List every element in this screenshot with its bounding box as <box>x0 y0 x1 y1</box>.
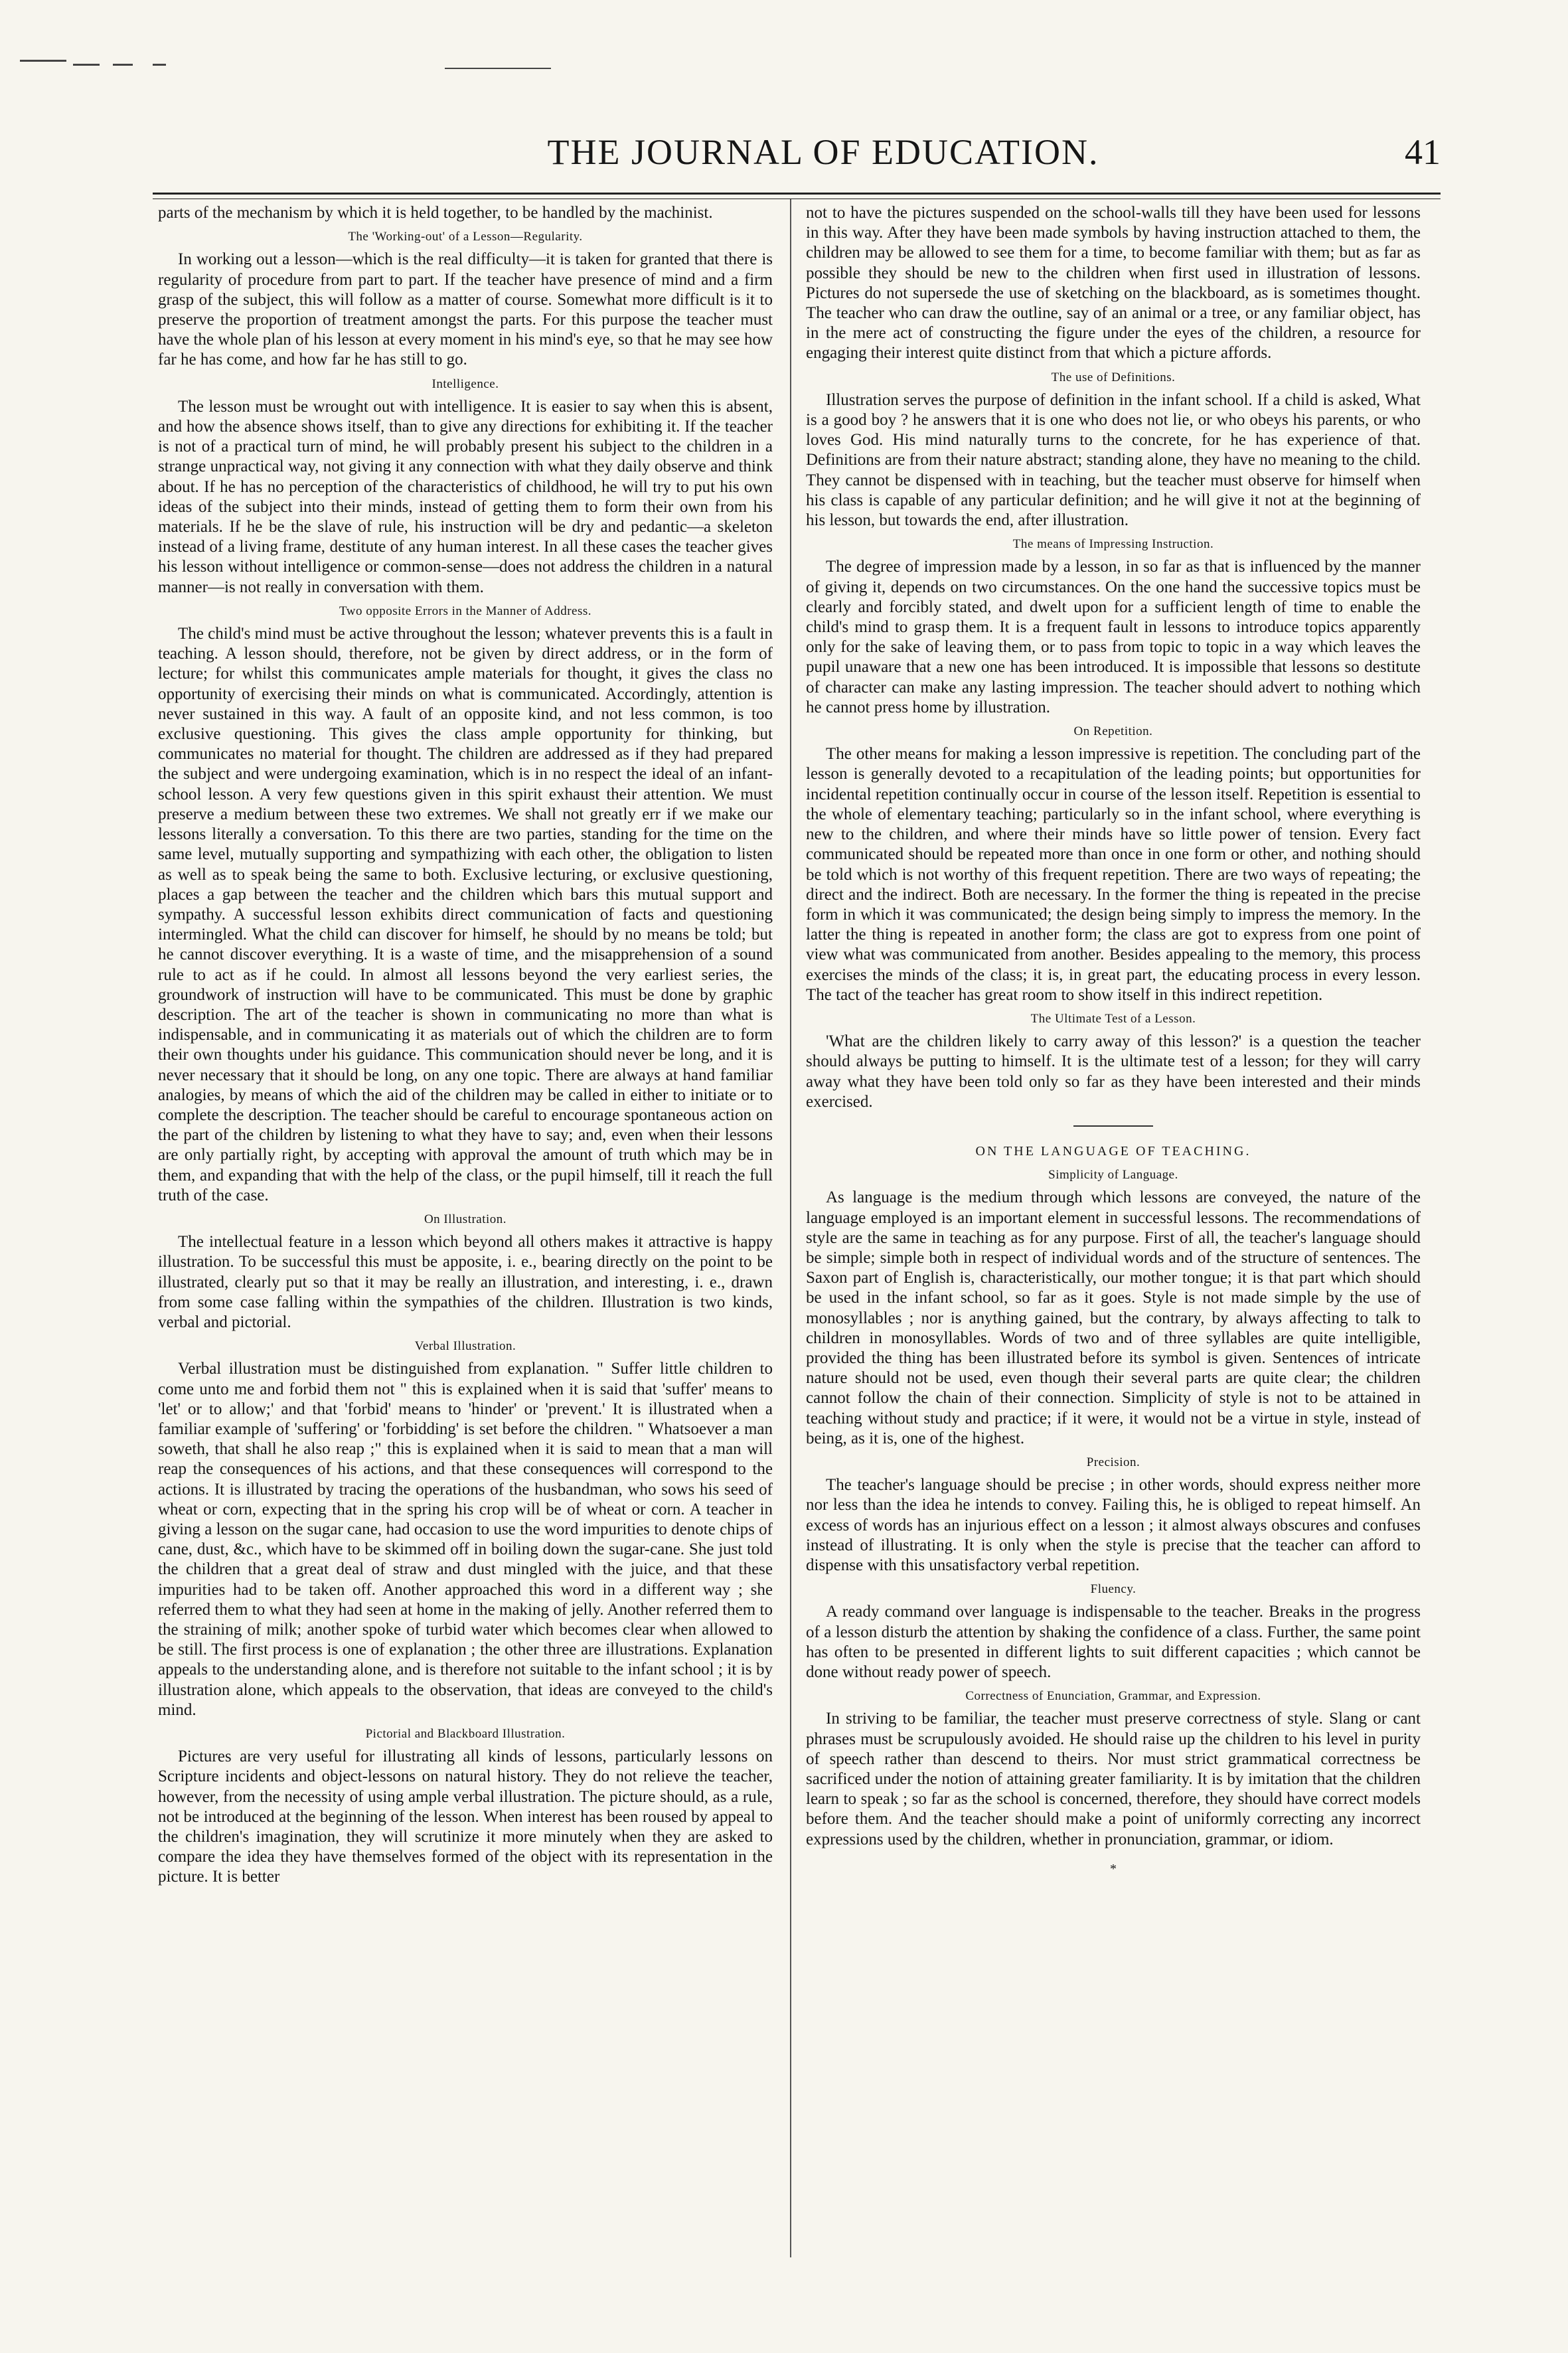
section-separator <box>1073 1125 1153 1127</box>
paragraph: A ready command over language is indispensable to the teacher. Breaks in the progress of a lesson disturb the attention by shaking the confidence of a class. Further, the same point has often to be presented in different lights to suit different capacities ; which cannot be done without ready power of speech. <box>806 1603 1421 1682</box>
section-heading: The 'Working-out' of a Lesson—Regularity. <box>348 230 583 244</box>
paragraph: Pictures are very useful for illustrating all kinds of lessons, particularly lessons on Scripture incidents and object-lessons on natural history. They do not relieve the teacher, however, from the necessity of using ample verbal illustration. The picture should, as a rule, not be introduced at the beginning of the lesson. When interest has been roused by appeal to the children's imagination, they will scrutinize it more minutely when they are asked to compare the idea they have themselves formed of the object with its representation in the picture. It is better <box>158 1747 773 1886</box>
paragraph: not to have the pictures suspended on the school-walls till they have been used for lessons in this way. After they have been made symbols by having instruction attached to them, the children may be allowed to see them for a time, to become familiar with them; but as far as possible they should be new to the children when first used in illustration of lessons. Pictures do not supersede the use of sketching on the blackboard, as is sometimes thought. The teacher who can draw the outline, say of an animal or a tree, or any familiar object, has in the mere act of constructing the figure under the eyes of the children, a resource for engaging their interest quite distinct from that which a picture affords. <box>806 204 1421 363</box>
article-title: ON THE LANGUAGE OF TEACHING. <box>975 1143 1251 1159</box>
section-heading: Two opposite Errors in the Manner of Address. <box>339 604 591 618</box>
section-heading: On Illustration. <box>424 1212 507 1226</box>
column-divider <box>790 199 791 2257</box>
section-heading: Fluency. <box>1090 1582 1137 1597</box>
paragraph: The teacher's language should be precise ; in other words, should express neither more nor less than the idea he intends to convey. Failing this, he is obliged to repeat himself. An excess of words has an injurious effect on a lesson ; it almost always obscures and confuses instead of illustrating. It is only when the style is precise that the teacher can afford to dispense with this unsatisfactory verbal repetition. <box>806 1476 1421 1574</box>
page-number: 41 <box>1405 132 1441 172</box>
section-heading: Intelligence. <box>431 376 499 391</box>
paragraph: In working out a lesson—which is the real difficulty—it is taken for granted that there is regularity of procedure from part to part. If the teacher have presence of mind and a firm grasp of the subject, this will follow as a matter of course. Somewhat more difficult is it to preserve the proportion of treatment amongst the parts. For this purpose the teacher must have the whole plan of his lesson at every moment in his mind's eye, so that he may see how far he has come, and how far he has still to go. <box>158 250 773 369</box>
paragraph: As language is the medium through which lessons are conveyed, the nature of the language employed is an important element in successful lessons. The recommendations of style are the same in teaching as for any purpose. First of all, the teacher's language should be simple; simple both in respect of individual words and of the structure of sentences. The Saxon part of English is, characteristically, our mother tongue; it is that part which should be used in the infant school, so far as it goes. Style is not made simple by the use of monosyllables ; nor is anything gained, but the contrary, by always affecting to talk to children in monosyllables. Words of two and of three syllables are quite intelligible, provided the thing has been illustrated before its symbol is given. Sentences of intricate nature should not be used, even though their several parts are quite clear; the children cannot follow the chain of their connection. Simplicity of style is not to be attained in teaching without study and practice; if it were, it would not be a virtue in style, instead of being, as it is, one of the highest. <box>806 1188 1421 1447</box>
journal-title: THE JOURNAL OF EDUCATION. <box>547 132 1099 172</box>
section-heading: The means of Impressing Instruction. <box>1012 537 1214 552</box>
paragraph: 'What are the children likely to carry away of this lesson?' is a question the teacher should always be putting to himself. It is the ultimate test of a lesson; for they will carry away what they have been told only so far as they have been interested and their minds exercised. <box>806 1032 1421 1111</box>
running-header <box>153 131 1441 191</box>
paragraph: Verbal illustration must be distinguished from explanation. " Suffer little children to come unto me and forbid them not " this is explained when it is said that 'suffer' means to 'let' or to allow;' and that 'forbid' means to 'hinder' or 'prevent.' It is illustrated when a familiar example of 'suffering' or 'forbidding' is set before the children. " Whatsoever a man soweth, that shall he also reap ;" this is explained when it is said to mean that a man will reap the consequences of his actions, and that these consequences will correspond to the actions. It is illustrated by tracing the operations of the husbandman, who sows his seed of wheat or corn, expecting that in the spring his crop will be of wheat or corn. A teacher in giving a lesson on the sugar cane, had occasion to use the word impurities to denote chips of cane, dust, &c., which have to be skimmed off in boiling down the sugar-cane. She just told the children that a great deal of straw and dust mingled with the juice, and that these impurities had to be taken off. Another approached this word in a different way ; she referred them to what they had seen at home in the making of jelly. Another referred them to the straining of milk; another spoke of turbid water which becomes clear when allowed to be still. The first process is one of explanation ; the other three are illustrations. Explanation appeals to the understanding alone, and is therefore not suitable to the infant school ; it is by illustration alone, which appeals to the observation, that ideas are conveyed to the child's mind. <box>158 1360 773 1719</box>
section-heading: Simplicity of Language. <box>1048 1168 1178 1182</box>
section-heading: The Ultimate Test of a Lesson. <box>1030 1011 1196 1026</box>
end-mark: * <box>1110 1861 1117 1876</box>
section-heading: The use of Definitions. <box>1051 370 1176 384</box>
paragraph: In striving to be familiar, the teacher must preserve correctness of style. Slang or cant phrases must be scrupulously avoided. He should raise up the children to his level in purity of speech rather than descend to theirs. Nor must strict grammatical correctness be sacrificed under the notion of attaining greater familiarity. It is by imitation that the children learn to speak ; so far as the school is concerned, therefore, they should have correct models before them. And the teacher should make a point of uniformly correcting any incorrect expressions used by the children, whether in pronunciation, grammar, or idiom. <box>806 1710 1421 1848</box>
section-heading: Pictorial and Blackboard Illustration. <box>365 1727 566 1742</box>
section-heading: Precision. <box>1086 1455 1140 1469</box>
paragraph: The other means for making a lesson impressive is repetition. The concluding part of the lesson is generally devoted to a recapitulation of the leading points; but opportunities for incidental repetition continually occur in course of the lesson itself. Repetition is essential to the whole of elementary teaching; particularly so in the infant school, where everything is new to the children, and where their minds have so little power of tension. Every fact communicated should be repeated more than once in one form or other, and nothing should be told which is not worthy of this frequent repetition. There are two ways of repeating; the direct and the indirect. Both are necessary. In the former the thing is repeated in the precise form in which it was communicated; the design being simply to impress the memory. In the latter the thing is repeated in another form; the class are got to express from one point of view what was communicated from another. Besides appealing to the memory, this process exercises the minds of the class; it is, in great part, the educating process in every lesson. The tact of the teacher has great room to show itself in this indirect repetition. <box>806 745 1421 1004</box>
paragraph: Illustration serves the purpose of definition in the infant school. If a child is asked, What is a good boy ? he answers that it is one who does not lie, or who obeys his parents, or who loves God. His mind naturally turns to the concrete, for he has experience of that. Definitions are from their nature abstract; standing alone, they have no meaning to the child. They cannot be dispensed with in teaching, but the teacher must observe for himself when his class is capable of any particular definition; and he will give it not at the beginning of his lesson, but towards the end, after illustration. <box>806 390 1421 530</box>
left-column <box>158 203 773 1888</box>
paragraph: parts of the mechanism by which it is held together, to be handled by the machinist. <box>158 204 713 222</box>
paragraph: The lesson must be wrought out with intelligence. It is easier to say when this is absent, and how the absence shows itself, than to give any directions for exhibiting it. If the teacher is not of a practical turn of mind, he will probably present his subject to the children in a strange unpractical way, not giving it any connection with what they daily observe and think about. If he has no perception of the characteristics of childhood, he will try to put his own ideas of the subject into their minds, instead of getting them to form their own from his materials. If he be the slave of rule, his instruction will be dry and pedantic—a skeleton instead of a living frame, destitute of any human interest. In all these cases the teacher gives his lesson without intelligence or common-sense—does not address the children in a natural manner—is not really in conversation with them. <box>158 397 773 596</box>
paragraph: The degree of impression made by a lesson, in so far as that is influenced by the manner of giving it, depends on two circumstances. On the one hand the successive topics must be clearly and forcibly stated, and dwelt upon for a sufficient length of time to enable the child's mind to grasp them. It is a frequent fault in lessons to introduce topics apparently only for the sake of leaving them, or to pass from topic to topic in a way which leaves the pupil unaware that a new one has been introduced. It is impossible that lessons so destitute of character can make any lasting impression. The teacher should advert to nothing which he cannot press home by illustration. <box>806 558 1421 716</box>
section-heading: On Repetition. <box>1073 724 1153 739</box>
header-rule <box>153 193 1441 199</box>
section-heading: Verbal Illustration. <box>414 1339 516 1354</box>
paragraph: The intellectual feature in a lesson which beyond all others makes it attractive is happy illustration. To be successful this must be apposite, i. e., bearing directly on the point to be illustrated, clearly put so that it may be really an illustration, and interesting, i. e., drawn from some case falling within the sympathies of the children. Illustration is two kinds, verbal and pictorial. <box>158 1233 773 1331</box>
section-heading: Correctness of Enunciation, Grammar, and Expression. <box>965 1689 1261 1704</box>
paragraph: The child's mind must be active throughout the lesson; whatever prevents this is a fault in teaching. A lesson should, therefore, not be given by direct address, or in the form of lecture; for whilst this communicates ample materials for thought, it gives the class no opportunity of exercising their minds on what is communicated. Accordingly, attention is never sustained in this way. A fault of an opposite kind, and not less common, is too exclusive questioning. This gives the class ample opportunity for thinking, but communicates no material for thought. The children are addressed as if they had prepared the subject and were undergoing examination, which is in no respect the ideal of an infant-school lesson. A very few questions given in this spirit exhaust their attention. We must preserve a medium between these two extremes. We shall not greatly err if we make our lessons literally a conversation. To this there are two parties, standing for the time on the same level, mutually supporting and sympathizing with each other, the obligation to listen as well as to speak being the same to both. Exclusive lecturing, or exclusive questioning, places a gap between the teacher and the children which bars this mutual support and sympathy. A successful lesson exhibits direct communication of facts and questioning intermingled. What the child can discover for himself, he should by no means be told; but he cannot discover everything. It is a waste of time, and the misapprehension of a sound rule to act as if he could. In almost all lessons beyond the very earliest series, the groundwork of instruction will have to be communicated. This must be done by graphic description. The art of the teacher is shown in communicating no more than what is indispensable, and in communicating it as materials out of which the children are to form their own thoughts under his guidance. This communication should never be long, and it is never necessary that it should be long, on any one topic. There are always at hand familiar analogies, by means of which the aid of the children may be called in either to initiate or to complete the description. The teacher should be careful to encourage spontaneous action on the part of the children by listening to what they have to say; and, even when their lessons are only partially right, by accepting with approval the amount of truth which may be in them, and expanding that with the help of the class, or the pupil himself, till it reach the full truth of the case. <box>158 625 773 1204</box>
scan-artifact-marks <box>20 60 564 80</box>
right-column <box>806 203 1421 1879</box>
